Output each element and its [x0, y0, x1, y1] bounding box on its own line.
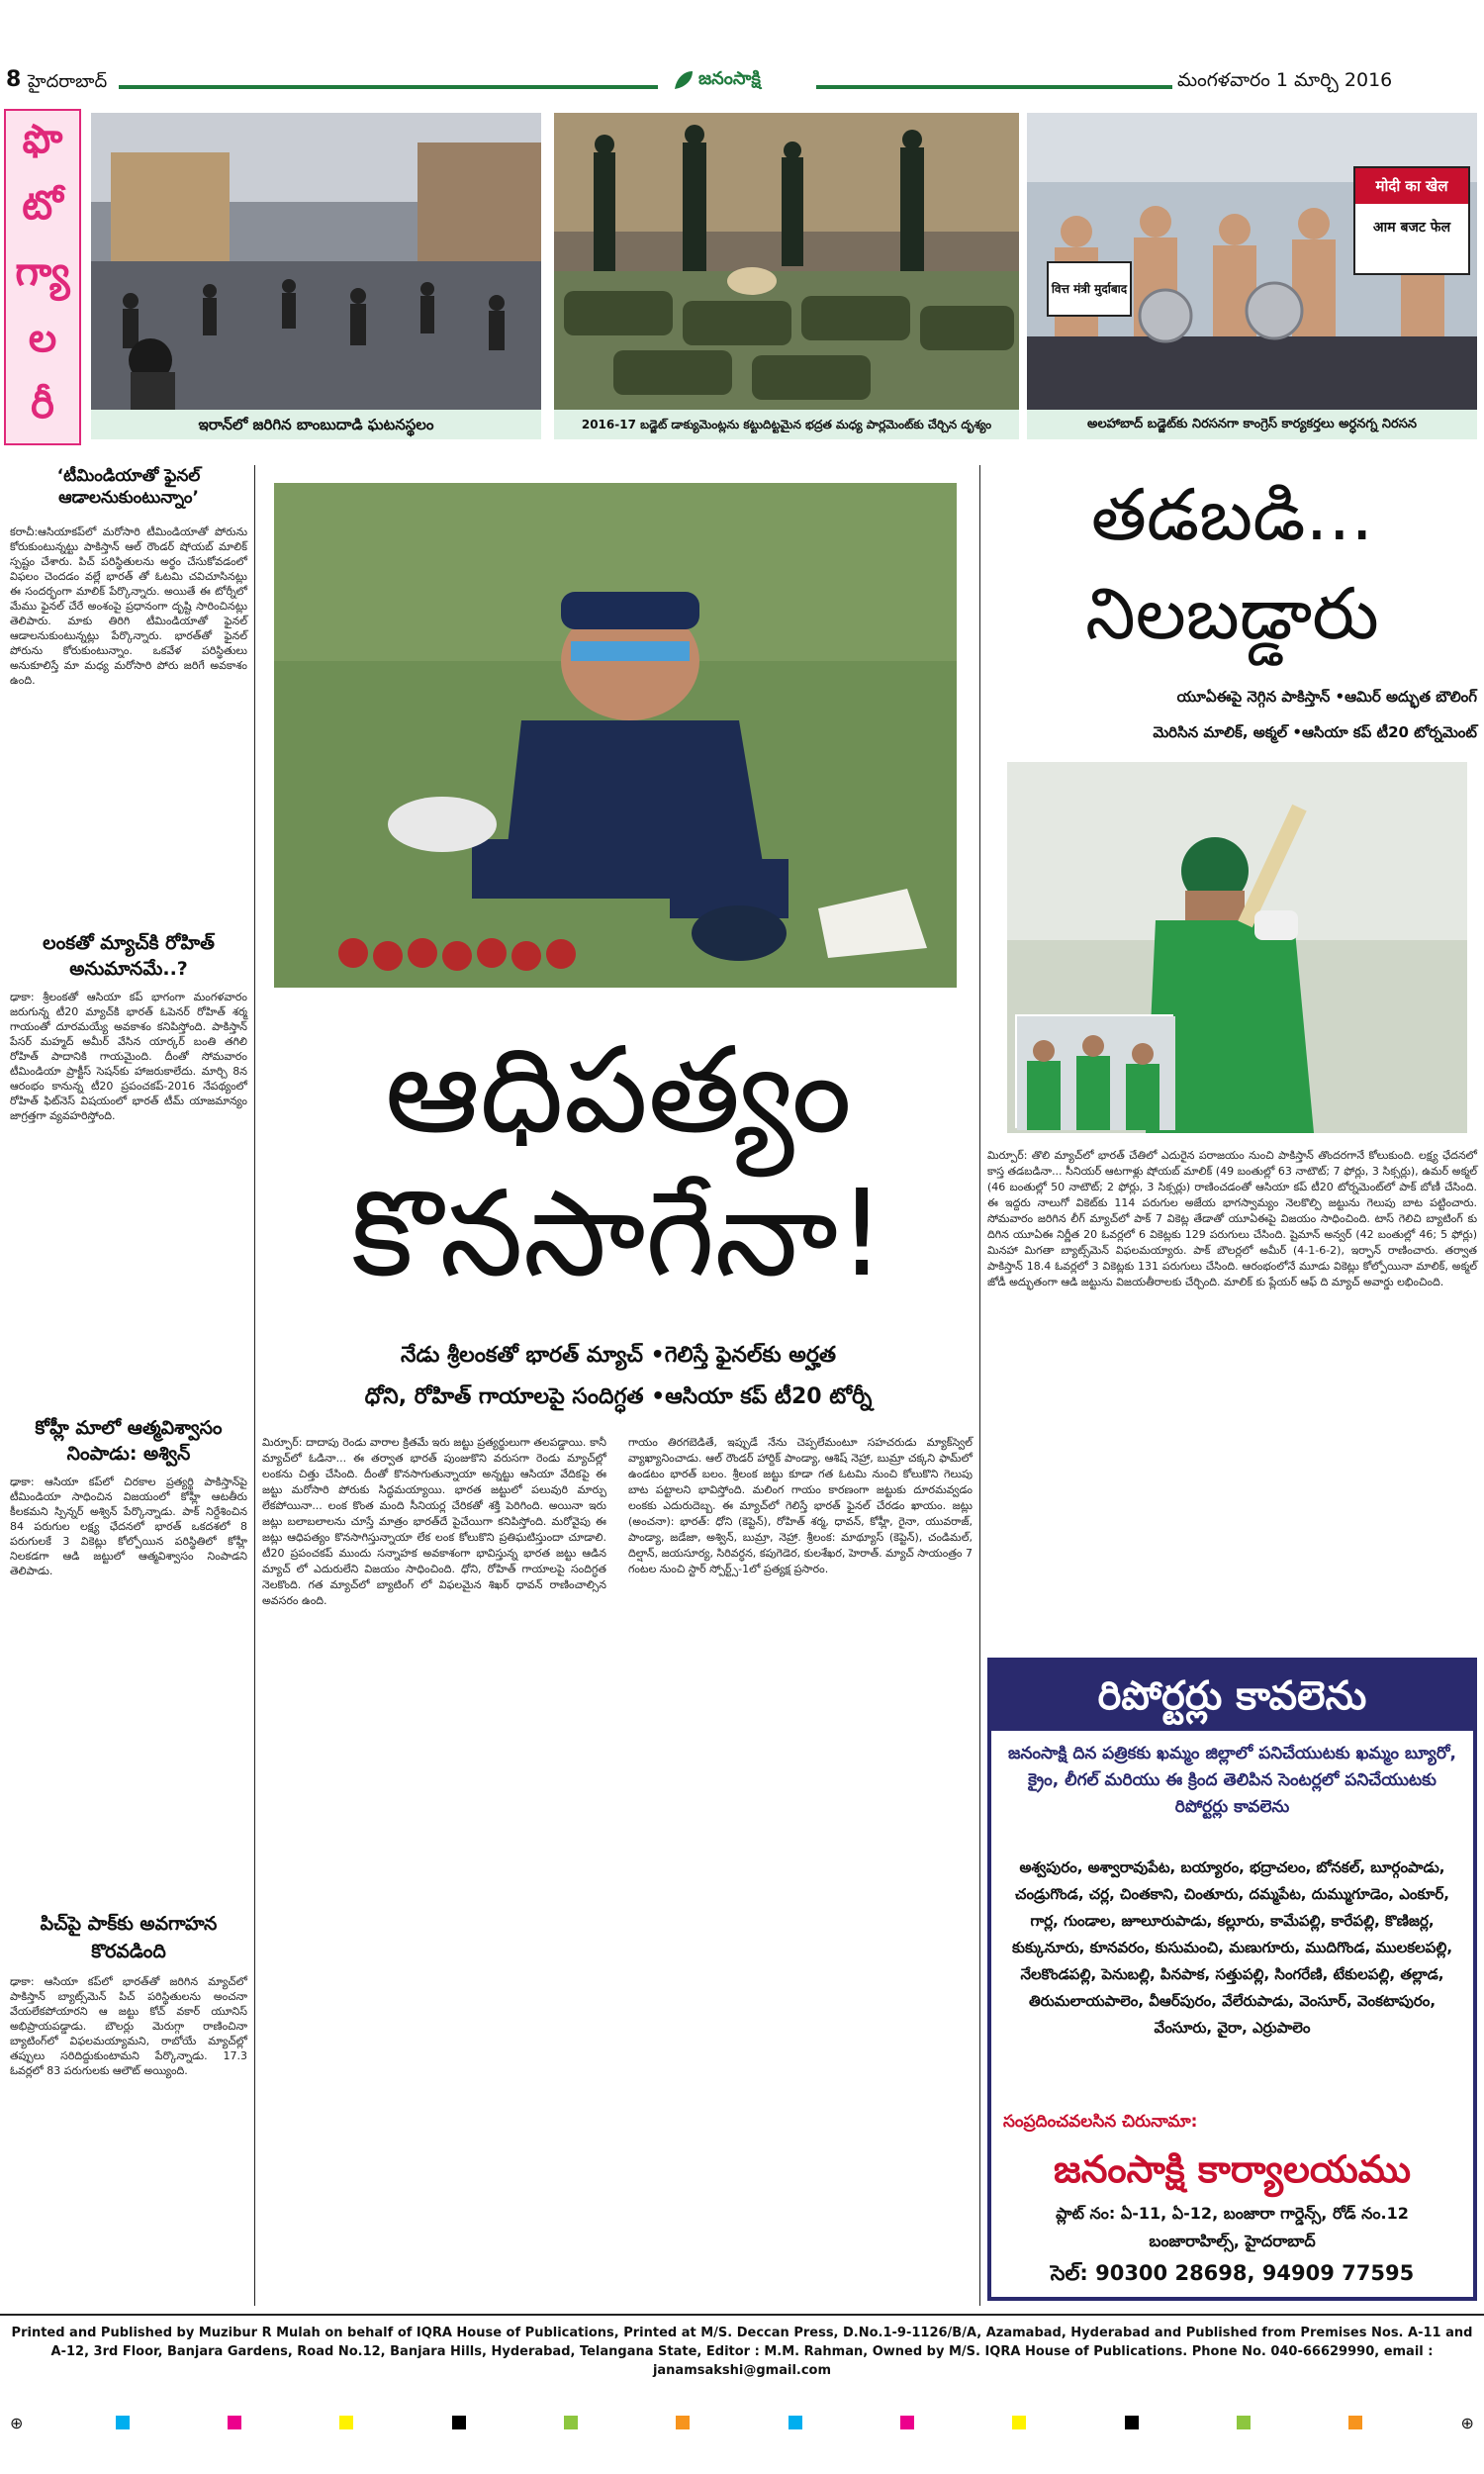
cmyk-swatch [1237, 2416, 1251, 2429]
issue-date: మంగళవారం 1 మార్చి 2016 [1177, 69, 1393, 91]
registration-mark-icon: ⊕ [1460, 2413, 1474, 2432]
protest-sign-text: वित्त मंत्री मुर्दाबाद [1051, 282, 1128, 296]
cmyk-swatch [788, 2416, 802, 2429]
ad-title: రిపోర్టర్లు కావలెను [991, 1662, 1473, 1731]
right-story-body: మిర్పూర్: తొలి మ్యాచ్‌లో భారత్ చేతిలో ఎదురైన పరాజయం నుంచి పాకిస్తాన్ తొందరగానే కోలుకుంది. లక్ష్య ఛేదనలో కాస్త తడబడినా... సీనియర్ ఆటగాళ్లు షోయబ్ మాలిక్ (49 బంతుల్లో 63 నాటౌట్; 7 ఫోర్లు, 3 సిక్సర్లు), ఉమర్ అక్మల్ (46 బంతుల్లో 50 నాటౌట్; 2 ఫోర్లు, 3 సిక్సర్లు) రాణించడంతో ఆసియా కప్ టీ20 టోర్నమెంట్‌లో పాక్ బోణీ చేసింది. ఈ ఇద్దరు నాలుగో వికెట్‌కు 114 పరుగుల అజేయ భాగస్వామ్యం నెలకొల్పి జట్టును గెలుపు బాట పట్టించారు. సోమవారం జరిగిన లీగ్ మ్యాచ్‌లో పాక్ 7 వికెట్ల తేడాతో యూఏఈపై విజయం సాధించింది. టాస్ గెలిచి బ్యాటింగ్ కు దిగిన యూఏఈ నిర్ణీత 20 ఓవర్లలో 6 వికెట్లకు 129 పరుగులు చేసింది. షైమాన్ అన్వర్ (42 బంతుల్లో 46; 5 ఫోర్లు) మినహా మిగతా బ్యాట్స్‌మెన్ విఫలమయ్యారు. పాక్ బౌలర్లలో అమీర్ (4-1-6-2), ఇర్ఫాన్ రాణించారు. తర్వాత పాకిస్తాన్ 18.4 ఓవర్లలో 3 వికెట్లకు 131 పరుగులు చేసింది. ఆరంభంలోనే మూడు వికెట్లు కోల్పోయినా మాలిక్, అక్మల్ జోడీ అద్భుతంగా ఆడి జట్టును విజయతీరాలకు చేర్చింది. మాలిక్ కు ప్లేయర్ ఆఫ్ ది మ్యాచ్ అవార్డు లభించింది. [987, 1149, 1481, 1288]
protest-sign-text: आम बजट फेल [1372, 220, 1451, 236]
right-story [987, 465, 1481, 2306]
gallery-label-char: టో [22, 182, 63, 229]
column-divider [254, 465, 255, 2306]
gallery-label [4, 109, 81, 445]
right-headline-line: తడబడి... [1090, 473, 1374, 556]
footer-rule [0, 2314, 1484, 2316]
photo-gallery [0, 99, 1484, 455]
header-rule-right [816, 85, 1172, 89]
story-body: కరాచీ:ఆసియాకప్‌లో మరోసారి టీమిండియాతో పోరును కోరుకుంటున్నట్టు పాకిస్తాన్ ఆల్ రౌండర్ షోయబ్ మాలిక్ స్పష్టం చేశారు. పిచ్ పరిస్థితులను అర్థం చేసుకోవడంలో విఫలం చెందడం వల్లే భారత్ తో ఓటమి చవిచూసినట్లు ఈ సందర్భంగా మాలిక్ పేర్కొన్నారు. అయితే ఈ టోర్నీలో మేము ఫైనల్ చేరే అంశంపై ప్రధానంగా దృష్టి సారించినట్లు తెలిపారు. మాకు తిరిగి టీమిండియాతో ఫైనల్ ఆడాలనుకుంటున్నట్లు పేర్కొన్నారు. భారత్‌తో ఫైనల్ పోరును కోరుకుంటున్నాం. ఒకవేళ పరిస్థితులు అనుకూలిస్తే మా మధ్య మరోసారి పోరు జరిగే అవకాశం ఉంది. [10, 525, 251, 687]
cmyk-swatch [116, 2416, 130, 2429]
cmyk-swatch [900, 2416, 914, 2429]
caption-protest: అలహాబాద్ బడ్జెట్‌కు నిరసనగా కాంగ్రెస్ కార్యకర్తలు అర్ధనగ్న నిరసన [1027, 410, 1477, 439]
caption-iran: ఇరాన్‌లో జరిగిన బాంబుదాడి ఘటనస్థలం [91, 410, 541, 439]
right-headline-line: నిలబడ్డారు [1085, 572, 1379, 655]
protest-sign-vitt [1047, 261, 1132, 317]
cmyk-swatch [452, 2416, 466, 2429]
cmyk-swatch [339, 2416, 353, 2429]
protest-sign-headline: मोदी का खेल [1355, 168, 1468, 204]
gallery-photo-protest [1027, 113, 1477, 410]
ad-intro: జనంసాక్షి దిన పత్రికకు ఖమ్మం జిల్లాలో పనిచేయుటకు ఖమ్మం బ్యూరో, క్రైం, లీగల్ మరియు ఈ క్రింద తెలిపిన సెంటర్లలో పనిచేయుటకు రిపోర్టర్లు కావలెను [1008, 1744, 1456, 1817]
gallery-label-char: రీ [31, 382, 54, 428]
masthead-logo [673, 67, 806, 93]
center-subheading: నేడు శ్రీలంకతో భారత్ మ్యాచ్ •గెలిస్తే ఫైనల్‌కు అర్హత [401, 1343, 836, 1368]
gallery-photo-budget [554, 113, 1019, 410]
center-body-col1: మిర్పూర్: దాదాపు రెండు వారాల క్రితమే ఇరు జట్టు ప్రత్యర్థులుగా తలపడ్డాయి. కానీ మ్యాచ్‌లో ఓడినా... ఈ తర్వాత భారత్ పుంజుకొని వరుసగా రెండు మ్యాచ్‌ల్లో లంకను చిత్తు చేసింది. దీంతో కొనసాగుతున్నాయా అన్నట్టు ఆసియా వేదికపై ఈ జట్టు మరోసారి పోరుకు సిద్ధమయ్యాయి. భారత జట్టులో పలువురి మార్పు లేకపోయినా... లంక కొంత మంది సీనియర్ల చేరికతో శక్తి పెరిగింది. అయినా ఇరు జట్లు బలాబలాలను చూస్తే మాత్రం భారత్‌దే పైచేయిగా కనిపిస్తోంది. మరోవైపు ఈ జట్లు ఆధిపత్యం కొనసాగిస్తున్నాయా లేక లంక కోలుకొని ప్రతిఘటిస్తుందా చూడాలి. టీ20 ప్రపంచకప్ ముందు సన్నాహక అవకాశంగా భావిస్తున్న భారత జట్టు ఆడిన మ్యాచ్ లో ఎదురులేని విజయం సాధించింది. ధోని, రోహిత్ గాయాలపై సందిగ్ధత నెలకొంది. గత మ్యాచ్‌లో బ్యాటింగ్ లో విఫలమైన శిఖర్ ధావన్ రాణించాల్సిన అవసరం ఉంది. [262, 1436, 610, 1607]
center-headline-line: కొనసాగేనా! [350, 1166, 886, 1303]
center-headline [262, 1019, 974, 1326]
right-subheading: మెరిసిన మాలిక్, అక్మల్ •ఆసియా కప్ టీ20 టోర్నమెంట్ [1153, 723, 1477, 741]
street-scene-image [91, 113, 541, 410]
color-registration-strip [10, 2413, 1474, 2432]
page-header [0, 0, 1484, 99]
reporters-wanted-ad [987, 1658, 1477, 2301]
ad-address: బంజారాహిల్స్, హైదరాబాద్ [1149, 2232, 1316, 2250]
ad-phone: సెల్: 90300 28698, 94909 77595 [1050, 2261, 1415, 2285]
ad-office-name: జనంసాక్షి కార్యాలయము [1053, 2147, 1412, 2191]
story-body: ఢాకా: శ్రీలంకతో ఆసియా కప్ భాగంగా మంగళవారం జరుగున్న టీ20 మ్యాచ్‌కి భారత్ ఓపెనర్ రోహిత్ శర్మ గాయంతో దూరమయ్యే అవకాశం కనిపిస్తోంది. పాకిస్తాన్ పేసర్ మహ్మద్ అమీర్ వేసిన యార్కర్ బంతి తగిలి రోహిత్ పాదానికి గాయమైంది. దీంతో సోమవారం టీమిండియా ప్రాక్టీస్ సెషన్‌కు హాజరుకాలేదు. మార్చి 8న ఆరంభం కానున్న టీ20 ప్రపంచకప్‌-2016 నేపథ్యంలో రోహిత్ ఫిట్‌నెస్ విషయంలో భారత్ టీమ్ యాజమాన్యం జాగ్రత్తగా వ్యవహరిస్తోంది. [10, 991, 251, 1122]
registration-mark-icon: ⊕ [10, 2413, 24, 2432]
budget-documents-image [554, 113, 1019, 410]
story-headline: పిచ్‌పై పాక్‌కు అవగాహన కొరవడింది [40, 1913, 218, 1962]
header-rule-left [119, 85, 658, 89]
leaf-icon [673, 69, 695, 91]
masthead-title: జనంసాక్షి [698, 67, 761, 89]
pakistan-celebration-inset [1015, 1014, 1173, 1128]
dhoni-photo [274, 483, 957, 988]
cmyk-swatch [1125, 2416, 1139, 2429]
center-story [262, 465, 974, 2306]
center-body-col2: గాయం తిరగబెడితే, ఇప్పుడే నేను చెప్పలేమంటూ సహచరుడు మ్యాక్‌స్వెల్ వ్యాఖ్యానించాడు. ఆల్ రౌండర్ హార్దిక్ పాండ్యా, ఆశిష్ నెహ్రా, బుమ్రా చక్కని ఫామ్‌లో ఉండటం భారత్ బలం. శ్రీలంక జట్టు కూడా గత ఓటమి నుంచి కోలుకొని గెలుపు బాట పట్టాలని భావిస్తోంది. మలింగ గాయం కారణంగా జట్టుకు దూరమవ్వడం లంకకు ఎదురుదెబ్బ. ఈ మ్యాచ్‌లో గెలిస్తే భారత్ ఫైనల్ చేరడం ఖాయం. జట్లు (అంచనా): భారత్: ధోని (కెప్టెన్), రోహిత్ శర్మ, ధావన్, కోహ్లీ, రైనా, యువరాజ్, పాండ్యా, జడేజా, అశ్విన్, బుమ్రా, నెహ్రా. శ్రీలంక: మాథ్యూస్ (కెప్టెన్), చండిమల్, దిల్షాన్, జయసూర్య, సిరివర్ధన, కపుగెడెర, కులశేఖర, హెరాత్. మ్యాచ్ సాయంత్రం 7 గంటల నుంచి స్టార్ స్పోర్ట్స్-1లో ప్రత్యక్ష ప్రసారం. [628, 1436, 976, 1575]
page-number: 8 [6, 67, 22, 92]
right-headline [987, 465, 1477, 683]
pakistan-batsman-photo [1007, 762, 1467, 1133]
city-label: హైదరాబాద్ [28, 71, 108, 92]
left-column [10, 465, 251, 2306]
team-celebration-image [1017, 1016, 1175, 1130]
center-subheading: ధోని, రోహిత్ గాయాలపై సందిగ్ధత •ఆసియా కప్ టీ20 టోర్నీ [364, 1384, 873, 1409]
center-headline-line: ఆధిపత్యం [385, 1022, 852, 1160]
ad-centers: అశ్వపురం, అశ్వారావుపేట, బయ్యారం, భద్రాచలం, బోనకల్, బూర్గంపాడు, చండ్రుగొండ, చర్ల, చింతకాని, చింతూరు, దమ్మపేట, దుమ్ముగూడెం, ఎంకూర్, గార్ల, గుండాల, జూలూరుపాడు, కల్లూరు, కామేపల్లి, కారేపల్లి, కొణిజర్ల, కుక్కునూరు, కూనవరం, కుసుమంచి, మణుగూరు, ముదిగొండ, ములకలపల్లి, నేలకొండపల్లి, పెనుబల్లి, పినపాక, సత్తుపల్లి, సింగరేణి, టేకులపల్లి, తల్లాడ, తిరుమలాయపాలెం, వీఆర్‌పురం, వేలేరుపాడు, వెంసూర్, వెంకటాపురం, వేంసూరు, వైరా, ఎర్రుపాలెం [1011, 1858, 1453, 2037]
story-headline: కోహ్లీ మాలో ఆత్మవిశ్వాసం నింపాడు: అశ్విన్ [35, 1417, 223, 1465]
cmyk-swatch [228, 2416, 241, 2429]
gallery-label-char: ల [28, 316, 57, 362]
gallery-label-char: ఫొ [22, 116, 63, 162]
cmyk-swatch [1012, 2416, 1026, 2429]
gallery-photo-iran [91, 113, 541, 410]
cmyk-swatch [564, 2416, 578, 2429]
gallery-label-char: గ్యా [15, 248, 70, 295]
cmyk-swatch [1348, 2416, 1362, 2429]
story-body: ఢాకా: ఆసియా కప్‌లో భారత్‌తో జరిగిన మ్యాచ్‌లో పాకిస్తాన్ బ్యాట్స్‌మెన్ పిచ్ పరిస్థితులను అంచనా వేయలేకపోయారని ఆ జట్టు కోచ్ వకార్ యూనిస్ అభిప్రాయపడ్డాడు. బౌలర్లు మెరుగ్గా రాణించినా బ్యాటింగ్‌లో విఫలమయ్యామని, రాబోయే మ్యాచ్‌ల్లో తప్పులు సరిదిద్దుకుంటామని పేర్కొన్నాడు. 17.3 ఓవర్లలో 83 పరుగులకు ఆలౌట్ అయ్యింది. [10, 1975, 251, 2077]
protest-sign-modi [1353, 166, 1470, 275]
cricketer-stretching-image [274, 483, 957, 988]
imprint-line: Printed and Published by Muzibur R Mulah on behalf of IQRA House of Publications, Printed at M/S. Deccan Press, D.No.1-9-1126/B/A, Azamabad, Hyderabad and Published from Premises Nos. A-11 and A-12, 3rd Floor, Banjara Gardens, Road No.12, Banjara Hills, Hyderabad, Telangana State, Editor : M.M. Rahman, Owned by M/S. IQRA House of Publications. Phone No. 040-66629990, email : janamsakshi@gmail.com [11, 2326, 1473, 2378]
ad-address: ప్లాట్ నం: ఏ-11, ఏ-12, బంజారా గార్డెన్స్, రోడ్ నం.12 [1056, 2204, 1409, 2223]
cmyk-swatch [676, 2416, 690, 2429]
right-subheading: యూఏఈపై నెగ్గిన పాకిస్తాన్ •ఆమిర్ అద్భుత బౌలింగ్ [1176, 688, 1477, 706]
story-headline: ‘టీమిండియాతో ఫైనల్ ఆడాలనుకుంటున్నాం’ [56, 466, 201, 508]
column-divider [979, 465, 980, 2306]
caption-budget: 2016-17 బడ్జెట్ డాక్యుమెంట్లను కట్టుదిట్టమైన భద్రత మధ్య పార్లమెంట్‌కు చేర్చిన దృశ్యం [554, 410, 1019, 439]
story-headline: లంకతో మ్యాచ్‌కి రోహిత్ అనుమానమే..? [43, 932, 215, 980]
ad-contact-label: సంప్రదించవలసిన చిరునామా: [1003, 2112, 1198, 2132]
story-body: ఢాకా: ఆసియా కప్‌లో చిరకాల ప్రత్యర్థి పాకిస్తాన్‌పై టీమిండియా సాధించిన విజయంలో కోహ్లీ ఆటతీరు కీలకమని స్పిన్నర్ అశ్విన్ పేర్కొన్నాడు. పాక్ నిర్దేశించిన 84 పరుగుల లక్ష్య ఛేదనలో భారత్ ఒకదశలో 8 పరుగులకే 3 వికెట్లు కోల్పోయిన పరిస్థితిలో కోహ్లీ నిలకడగా ఆడి జట్టులో ఆత్మవిశ్వాసం నింపాడని తెలిపాడు. [10, 1475, 251, 1577]
